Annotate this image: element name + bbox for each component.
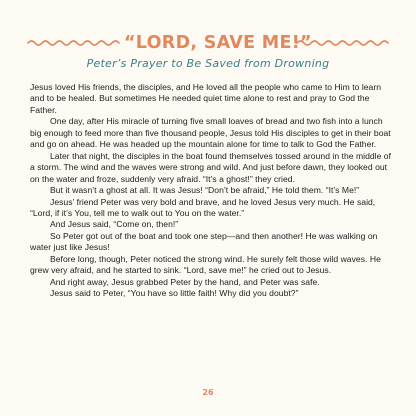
paragraph: Jesus loved His friends, the disciples, and He loved all the people who came to Him to learn and to be healed. But sometimes He needed quiet time alone to rest and pray to God the Father.: [30, 82, 382, 115]
paragraph: And Jesus said, “Come on, then!”: [50, 219, 179, 230]
chapter-header: [26, 32, 390, 54]
paragraph: Later that night, the disciples in the boat found themselves tossed around in the middle of a storm. The wind and the waves were strong and wild. And just before dawn, they looked out on the water and froze, suddenly very afraid. “It’s a ghost!” they cried.: [30, 150, 392, 184]
wavy-line-ornament-left-icon: [26, 38, 124, 48]
paragraph: Jesus said to Peter, “You have so little faith! Why did you doubt?”: [50, 288, 299, 299]
story-body: [30, 82, 394, 300]
paragraph: But it wasn’t a ghost at all. It was Jesus! “Don’t be afraid,” He told them. “It’s Me!”: [50, 185, 360, 196]
wavy-line-ornament-right-icon: [292, 38, 390, 48]
chapter-subtitle: Peter’s Prayer to Be Saved from Drowning: [86, 57, 330, 70]
paragraph: Before long, though, Peter noticed the strong wind. He surely felt those wild waves. He grew very afraid, and he started to sink. “Lord, save me!” he cried out to Jesus.: [30, 253, 381, 276]
paragraph: So Peter got out of the boat and took one step—and then another! He was walking on water just like Jesus!: [30, 230, 378, 253]
page-number: 26: [202, 388, 214, 397]
chapter-title: “LORD, SAVE ME!”: [124, 33, 312, 53]
paragraph: Jesus’ friend Peter was very bold and brave, and he loved Jesus very much. He said, “Lord, if it’s You, tell me to walk out to You on the water.”: [30, 196, 376, 218]
paragraph: And right away, Jesus grabbed Peter by the hand, and Peter was safe.: [50, 276, 320, 287]
paragraph: One day, after His miracle of turning five small loaves of bread and two fish into a lunch big enough to feed more than five thousand people, Jesus told His disciples to get in their boat and go on ahead. He was headed up the mountain alone for time to talk to God the Father.: [30, 116, 391, 150]
